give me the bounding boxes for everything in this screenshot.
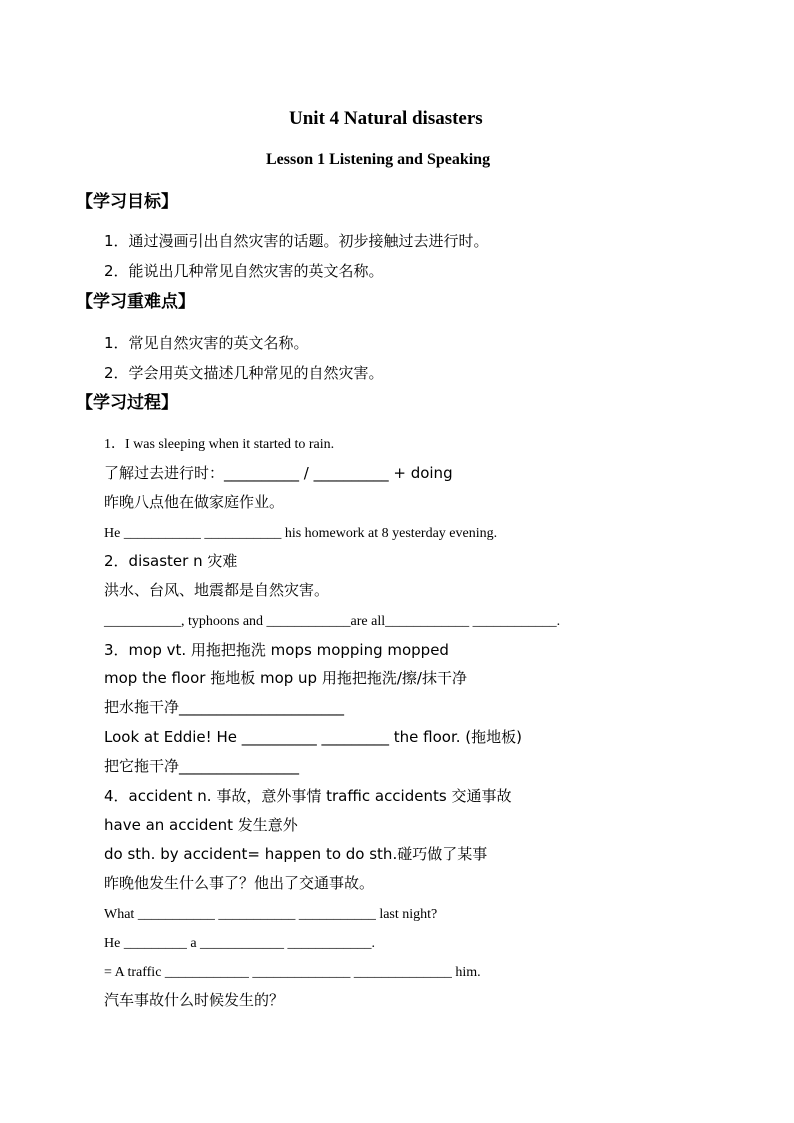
process-line: 1．I was sleeping when it started to rain.	[104, 437, 335, 452]
process-line: 洪水、台风、地震都是自然灾害。	[104, 581, 330, 599]
lesson-subtitle: Lesson 1 Listening and Speaking	[266, 151, 491, 168]
unit-title: Unit 4 Natural disasters	[289, 108, 483, 129]
process-line: 了解过去进行时：__________ / __________ + doing	[104, 464, 453, 482]
process-line: have an accident 发生意外	[104, 816, 298, 834]
process-heading: 【学习过程】	[76, 393, 178, 413]
process-line: 2．disaster n 灾难	[104, 552, 238, 570]
objective-item: 1．通过漫画引出自然灾害的话题。初步接触过去进行时。	[104, 232, 489, 250]
process-line: Look at Eddie! He __________ _________ the floor. (拖地板)	[104, 728, 522, 746]
key-points-heading: 【学习重难点】	[76, 292, 195, 312]
process-line: ___________, typhoons and ____________are all____________ ____________.	[104, 614, 561, 629]
process-line: 昨晚他发生什么事了？他出了交通事故。	[104, 874, 375, 892]
process-line: He _________ a ____________ ____________.	[104, 936, 376, 951]
process-line: What ___________ ___________ ___________ last night?	[104, 907, 438, 922]
process-line: do sth. by accident= happen to do sth.碰巧做了某事	[104, 845, 488, 863]
process-line: 把水拖干净______________________	[104, 698, 345, 716]
key-point-item: 1．常见自然灾害的英文名称。	[104, 334, 309, 352]
process-line: mop the floor 拖地板 mop up 用拖把拖洗/擦/抹干净	[104, 669, 467, 687]
process-line: = A traffic ____________ ______________ ______________ him.	[104, 965, 481, 980]
process-line: 把它拖干净________________	[104, 757, 300, 775]
process-line: 汽车事故什么时候发生的？	[104, 991, 285, 1009]
process-line: He ___________ ___________ his homework at 8 yesterday evening.	[104, 526, 498, 541]
process-line: 4．accident n. 事故，意外事情 traffic accidents 交通事故	[104, 787, 512, 805]
objective-item: 2．能说出几种常见自然灾害的英文名称。	[104, 262, 384, 280]
objectives-heading: 【学习目标】	[76, 192, 178, 212]
process-line: 昨晚八点他在做家庭作业。	[104, 493, 285, 511]
process-line: 3．mop vt. 用拖把拖洗 mops mopping mopped	[104, 641, 449, 659]
key-point-item: 2．学会用英文描述几种常见的自然灾害。	[104, 364, 384, 382]
